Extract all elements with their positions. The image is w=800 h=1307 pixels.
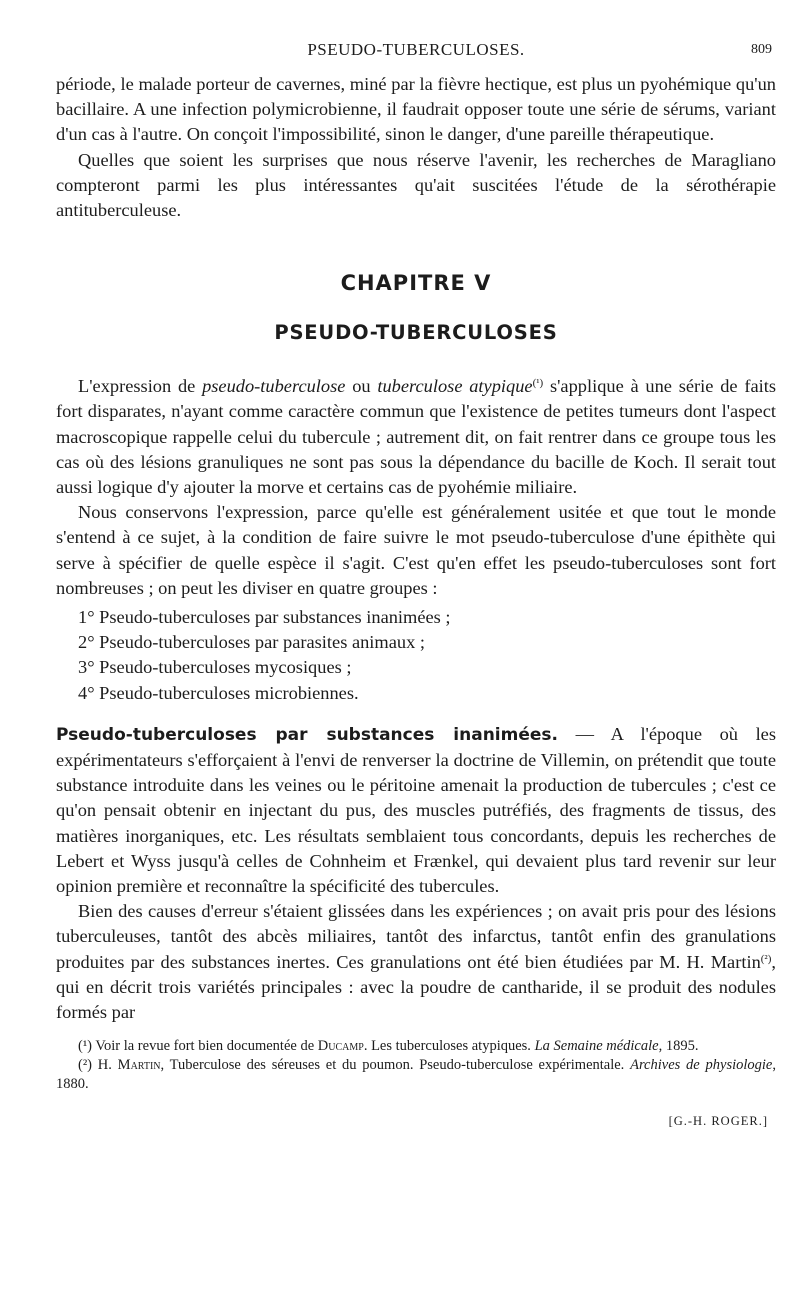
- footnote-text: , 1895.: [658, 1038, 699, 1055]
- p3-before: Bien des causes d'erreur s'étaient glissées dans les expériences ; on avait pris pour des lésions tuberculeuses, tantôt des abcès miliaires, tantôt des infarctus, tantôt enfin des granulations produites par des substances inertes. Ces granulations ont été bien étudiées par M. H. Martin: [56, 901, 776, 972]
- list-item: 1° Pseudo-tuberculoses par substances inanimées ;: [78, 607, 451, 628]
- author-signature: [G.-H. ROGER.]: [668, 1114, 768, 1129]
- paragraph-substances-inanimees: [56, 722, 776, 899]
- footnote-source: Archives de physiologie: [630, 1057, 773, 1074]
- section-text: — A l'époque où les expérimentateurs s'efforçaient à l'envi de renverser la doctrine de Villemin, on prétendit que toute substance introduite dans les veines ou le péritoine amenait la production de tubercules ; c'est ce qu'on pensait obtenir en injectant du pus, des muscles putréfiés, des fragments de tissus, des matières inorganiques, etc. Les résultats semblaient tous concordants, depuis les recherches de Lebert et Wyss jusqu'à celles de Cohnheim et Frænkel, qui devaient plus tard revenir sur leur opinion première et reconnaître la spécificité des tubercules.: [56, 723, 776, 897]
- paragraph-groups-intro: Nous conservons l'expression, parce qu'elle est généralement usitée et que tout le monde s'entend à ce sujet, à la condition de faire suivre le mot pseudo-tuberculose d'une épithète qui serve à spécifier de quelle espèce il s'agit. C'est qu'en effet les pseudo-tuberculoses sont fort nombreuses ; on peut les diviser en quatre groupes :: [56, 502, 776, 598]
- list-item: 3° Pseudo-tuberculoses mycosiques ;: [78, 657, 352, 678]
- footnote-text: . Les tuberculoses atypiques.: [363, 1038, 535, 1055]
- list-item: 2° Pseudo-tuberculoses par parasites animaux ;: [78, 632, 425, 653]
- paragraph-definition: [56, 374, 776, 500]
- footnote-text: , 1880.: [56, 1057, 776, 1093]
- groups-list: [56, 605, 776, 706]
- footnote-text: H.: [92, 1057, 118, 1074]
- footnote-1: [56, 1037, 776, 1056]
- book-page: [56, 38, 776, 1129]
- footnote-source: La Semaine médicale: [534, 1038, 659, 1055]
- p3-after: , qui en décrit trois variétés principales : avec la poudre de cantharide, il se produit des nodules formés par: [56, 951, 776, 1023]
- paragraph-causes-erreur: [56, 899, 776, 1025]
- footnote-mark: (²): [78, 1057, 93, 1074]
- p1-before: L'expression de: [78, 376, 203, 397]
- intro-paragraph-1: période, le malade porteur de cavernes, miné par la fièvre hectique, est plus un pyohémique qu'un bacillaire. A une infection polymicrobienne, il faudrait opposer toute une série de sérums, variant d'un cas à l'autre. On conçoit l'impossibilité, sinon le danger, d'une pareille thérapeutique.: [56, 74, 776, 145]
- footnote-mark: (¹): [78, 1038, 93, 1055]
- section-heading: Pseudo-tuberculoses par substances inanimées.: [56, 724, 558, 745]
- chapter-label: CHAPITRE V: [340, 271, 492, 296]
- footnote-text: Voir la revue fort bien documentée de: [92, 1038, 318, 1055]
- footnote-ref-2[interactable]: (²): [760, 952, 772, 965]
- page-number: 809: [751, 42, 772, 57]
- running-head: [56, 38, 776, 72]
- term-pseudo-tuberculose: pseudo-tuberculose: [202, 376, 346, 397]
- running-title: PSEUDO-TUBERCULOSES.: [307, 40, 525, 59]
- p1-after: s'applique à une série de faits fort disparates, n'ayant comme caractère commun que l'existence de petites tumeurs dont l'aspect macroscopique rappelle celui du tubercule ; autrement dit, on fait rentrer dans ce groupe tous les cas où des lésions granuliques ne sont pas sous la dépendance du bacille de Koch. Il serait tout aussi logique d'y ajouter la morve et certains cas de pyohémie miliaire.: [56, 376, 776, 498]
- footnote-2: [56, 1056, 776, 1094]
- footnote-author: Martin: [117, 1057, 161, 1074]
- p1-mid: ou: [345, 376, 378, 397]
- term-tuberculose-atypique: tuberculose atypique: [377, 376, 533, 397]
- chapter-title: PSEUDO-TUBERCULOSES: [274, 321, 558, 345]
- footnote-ref-1[interactable]: (¹): [532, 377, 544, 390]
- footnote-author: Ducamp: [317, 1038, 364, 1055]
- intro-paragraph-2: Quelles que soient les surprises que nous réserve l'avenir, les recherches de Maragliano compteront parmi les plus intéressantes qu'ait suscitées l'étude de la sérothérapie antituberculeuse.: [56, 149, 776, 221]
- footnotes: [56, 1037, 776, 1094]
- list-item: 4° Pseudo-tuberculoses microbiennes.: [78, 682, 359, 703]
- footnote-text: , Tuberculose des séreuses et du poumon. Pseudo-tuberculose expérimentale.: [160, 1057, 631, 1074]
